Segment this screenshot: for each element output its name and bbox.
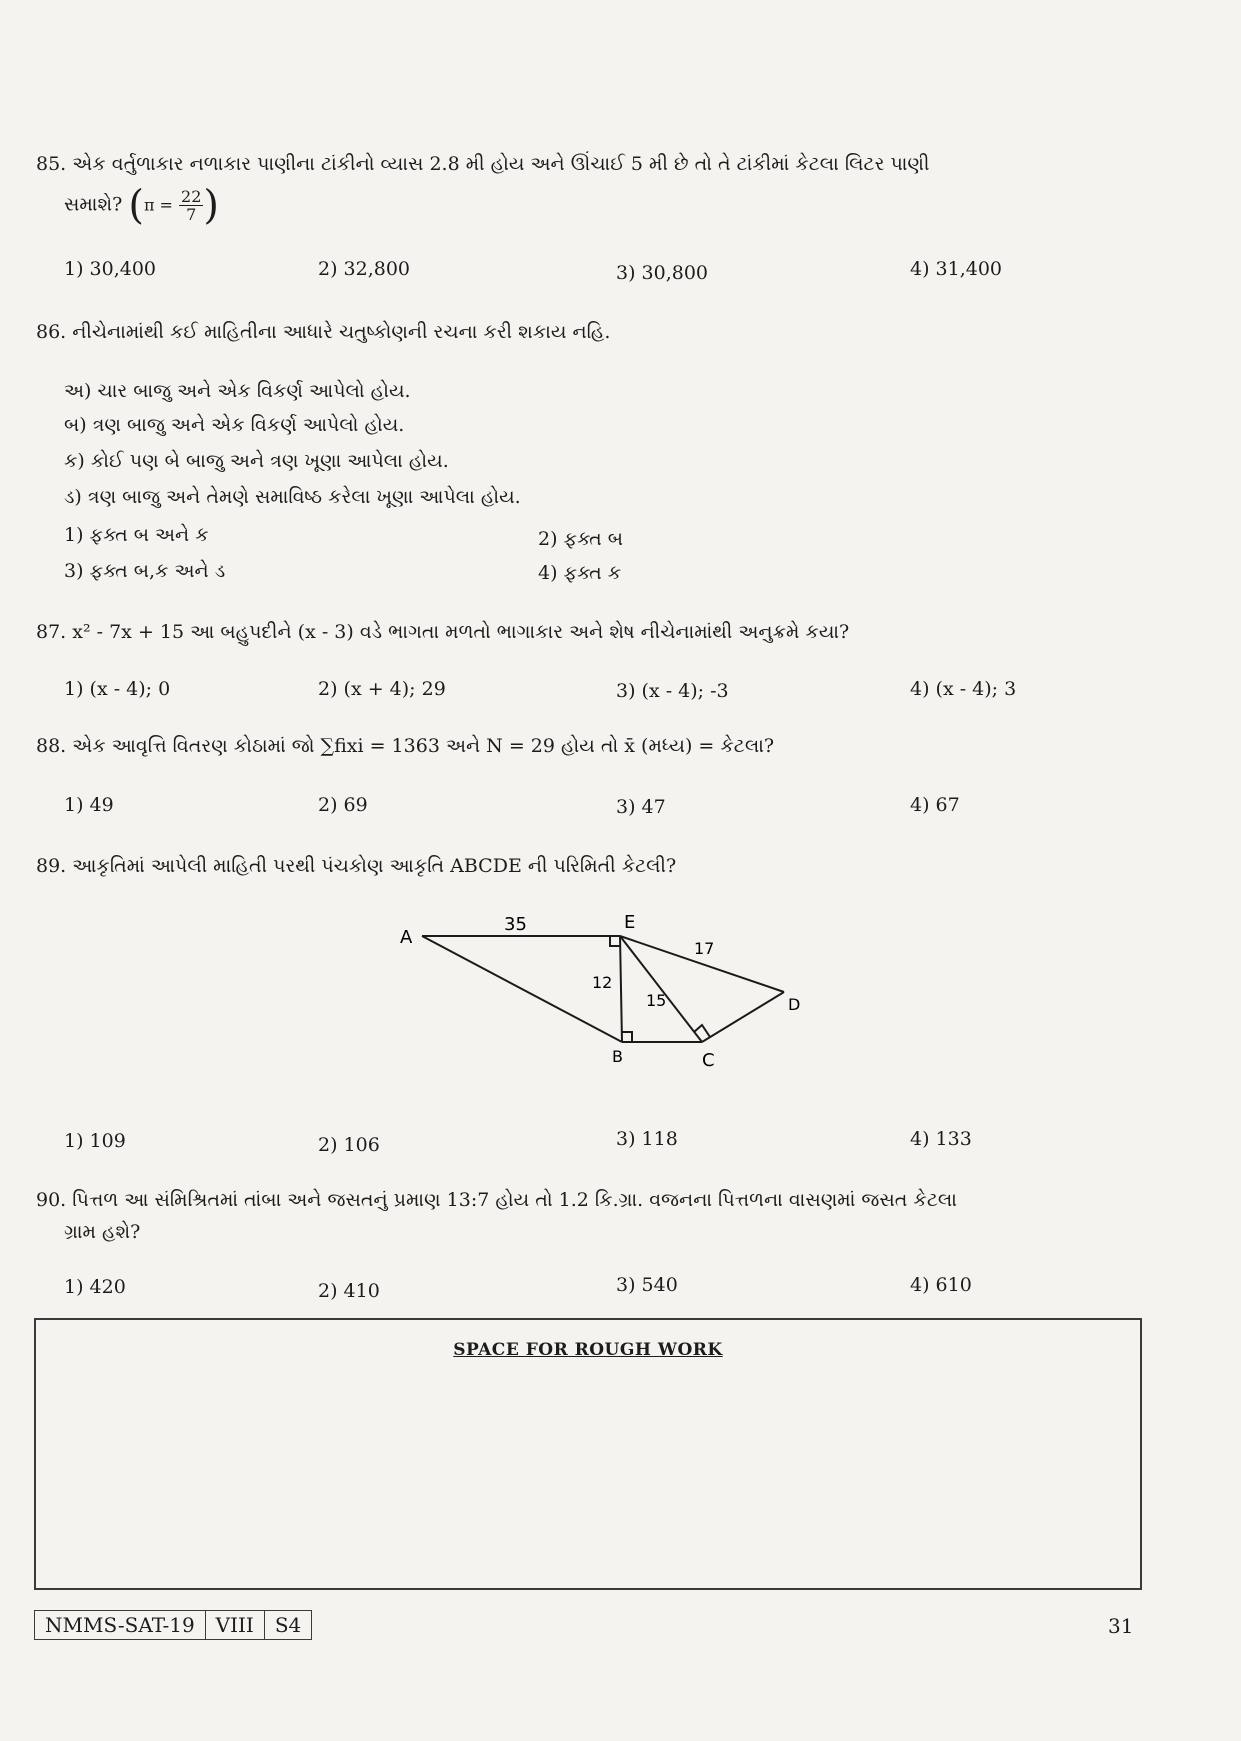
q87-option-4[interactable]: 4) (x - 4); 3 — [910, 678, 1017, 700]
q90-option-3[interactable]: 3) 540 — [616, 1274, 678, 1296]
footer-code-box — [34, 1610, 312, 1640]
q86-statement-c: ક) કોઈ પણ બે બાજુ અને ત્રણ ખૂણા આપેલા હોય. — [64, 450, 449, 472]
q86-option-2[interactable]: 2) ફક્ત બ — [538, 528, 623, 550]
measure-ec: 15 — [646, 991, 667, 1010]
question-90 — [36, 1186, 1176, 1214]
q90-option-4[interactable]: 4) 610 — [910, 1274, 972, 1296]
question-85 — [36, 150, 1156, 178]
question-text: એક વર્તુળાકાર નળાકાર પાણીના ટાંકીનો વ્યાસ 2.8 મી હોય અને ઊંચાઈ 5 મી છે તો તે ટાંકીમાં કેટલા લિટર પાણી — [72, 153, 930, 175]
q90-option-2[interactable]: 2) 410 — [318, 1280, 380, 1302]
left-paren: ( — [128, 182, 144, 229]
q89-option-1[interactable]: 1) 109 — [64, 1130, 126, 1152]
page-number: 31 — [1108, 1614, 1134, 1638]
vertex-label-d: D — [788, 995, 801, 1014]
fraction-numerator: 22 — [181, 187, 202, 206]
q86-statement-b: બ) ત્રણ બાજુ અને એક વિકર્ણ આપેલો હોય. — [64, 414, 405, 436]
q90-option-1[interactable]: 1) 420 — [64, 1276, 126, 1298]
rough-work-title: SPACE FOR ROUGH WORK — [453, 1340, 723, 1360]
measure-eb: 12 — [592, 973, 613, 992]
segment-eb — [620, 936, 622, 1042]
q85-option-2[interactable]: 2) 32,800 — [318, 258, 411, 280]
q85-option-3[interactable]: 3) 30,800 — [616, 262, 709, 284]
q88-option-4[interactable]: 4) 67 — [910, 794, 960, 816]
side-cd — [702, 992, 784, 1042]
question-text: પિત્તળ આ સંમિશ્રિતમાં તાંબા અને જસતનું પ્રમાણ 13:7 હોય તો 1.2 કિ.ગ્રા. વજનના પિત્તળના વાસણમાં જસત કેટલા — [72, 1189, 957, 1211]
question-number: 86. — [36, 321, 67, 343]
q89-option-4[interactable]: 4) 133 — [910, 1128, 972, 1150]
fraction-denominator: 7 — [186, 205, 197, 224]
question-number: 90. — [36, 1189, 67, 1211]
question-88 — [36, 732, 1156, 760]
q87-option-1[interactable]: 1) (x - 4); 0 — [64, 678, 171, 700]
measure-ed: 17 — [694, 939, 715, 958]
footer-set: S4 — [274, 1613, 302, 1637]
rough-work-box — [34, 1318, 1142, 1590]
question-text: આકૃતિમાં આપેલી માહિતી પરથી પંચકોણ આકૃતિ ABCDE ની પરિમિતી કેટલી? — [72, 855, 677, 877]
q89-option-3[interactable]: 3) 118 — [616, 1128, 678, 1150]
q86-statement-d: ડ) ત્રણ બાજુ અને તેમણે સમાવિષ્ઠ કરેલા ખૂણા આપેલા હોય. — [64, 486, 521, 508]
q86-option-4[interactable]: 4) ફક્ત ક — [538, 562, 622, 584]
footer-exam-code: NMMS-SAT-19 — [35, 1611, 206, 1639]
question-text: એક આવૃત્તિ વિતરણ કોઠામાં જો ∑fixi = 1363 અને N = 29 હોય તો x̄ (મધ્ય) = કેટલા? — [72, 735, 775, 757]
q88-option-3[interactable]: 3) 47 — [616, 796, 666, 818]
q86-option-1[interactable]: 1) ફક્ત બ અને ક — [64, 524, 209, 546]
question-89 — [36, 852, 1156, 880]
q88-option-1[interactable]: 1) 49 — [64, 794, 114, 816]
right-paren: ) — [203, 182, 219, 229]
question-86 — [36, 318, 1156, 346]
question-85-continuation — [64, 182, 219, 229]
question-text: નીચેનામાંથી કઈ માહિતીના આધારે ચતુષ્કોણની રચના કરી શકાય નહિ. — [72, 321, 611, 343]
q89-option-2[interactable]: 2) 106 — [318, 1134, 380, 1156]
vertex-label-a: A — [400, 927, 413, 948]
q85-option-4[interactable]: 4) 31,400 — [910, 258, 1003, 280]
q87-option-2[interactable]: 2) (x + 4); 29 — [318, 678, 446, 700]
pentagon-figure — [392, 910, 812, 1080]
vertex-label-e: E — [624, 912, 636, 933]
q86-option-3[interactable]: 3) ફક્ત બ,ક અને ડ — [64, 560, 226, 582]
question-text: x² - 7x + 15 આ બહુપદીને (x - 3) વડે ભાગતા મળતો ભાગાકાર અને શેષ નીચેનામાંથી અનુક્રમે કયા? — [72, 621, 850, 643]
question-number: 85. — [36, 153, 67, 175]
question-number: 89. — [36, 855, 67, 877]
question-90-continuation: ગ્રામ હશે? — [64, 1221, 141, 1243]
question-number: 88. — [36, 735, 67, 757]
q85-option-1[interactable]: 1) 30,400 — [64, 258, 157, 280]
footer-class: VIII — [206, 1611, 265, 1639]
q86-statement-a: અ) ચાર બાજુ અને એક વિકર્ણ આપેલો હોય. — [64, 380, 411, 402]
measure-ae: 35 — [504, 914, 527, 935]
vertex-label-b: B — [612, 1047, 623, 1066]
q88-option-2[interactable]: 2) 69 — [318, 794, 368, 816]
question-number: 87. — [36, 621, 67, 643]
q87-option-3[interactable]: 3) (x - 4); -3 — [616, 680, 729, 702]
question-87 — [36, 618, 1156, 646]
segment-ec — [620, 936, 702, 1042]
right-angle-mark-b — [622, 1032, 632, 1042]
pi-label: π = — [143, 195, 173, 215]
right-angle-mark-e — [610, 936, 620, 946]
question-text-continued: સમાશે? — [64, 193, 123, 216]
pi-fraction — [179, 188, 203, 223]
vertex-label-c: C — [702, 1050, 715, 1071]
